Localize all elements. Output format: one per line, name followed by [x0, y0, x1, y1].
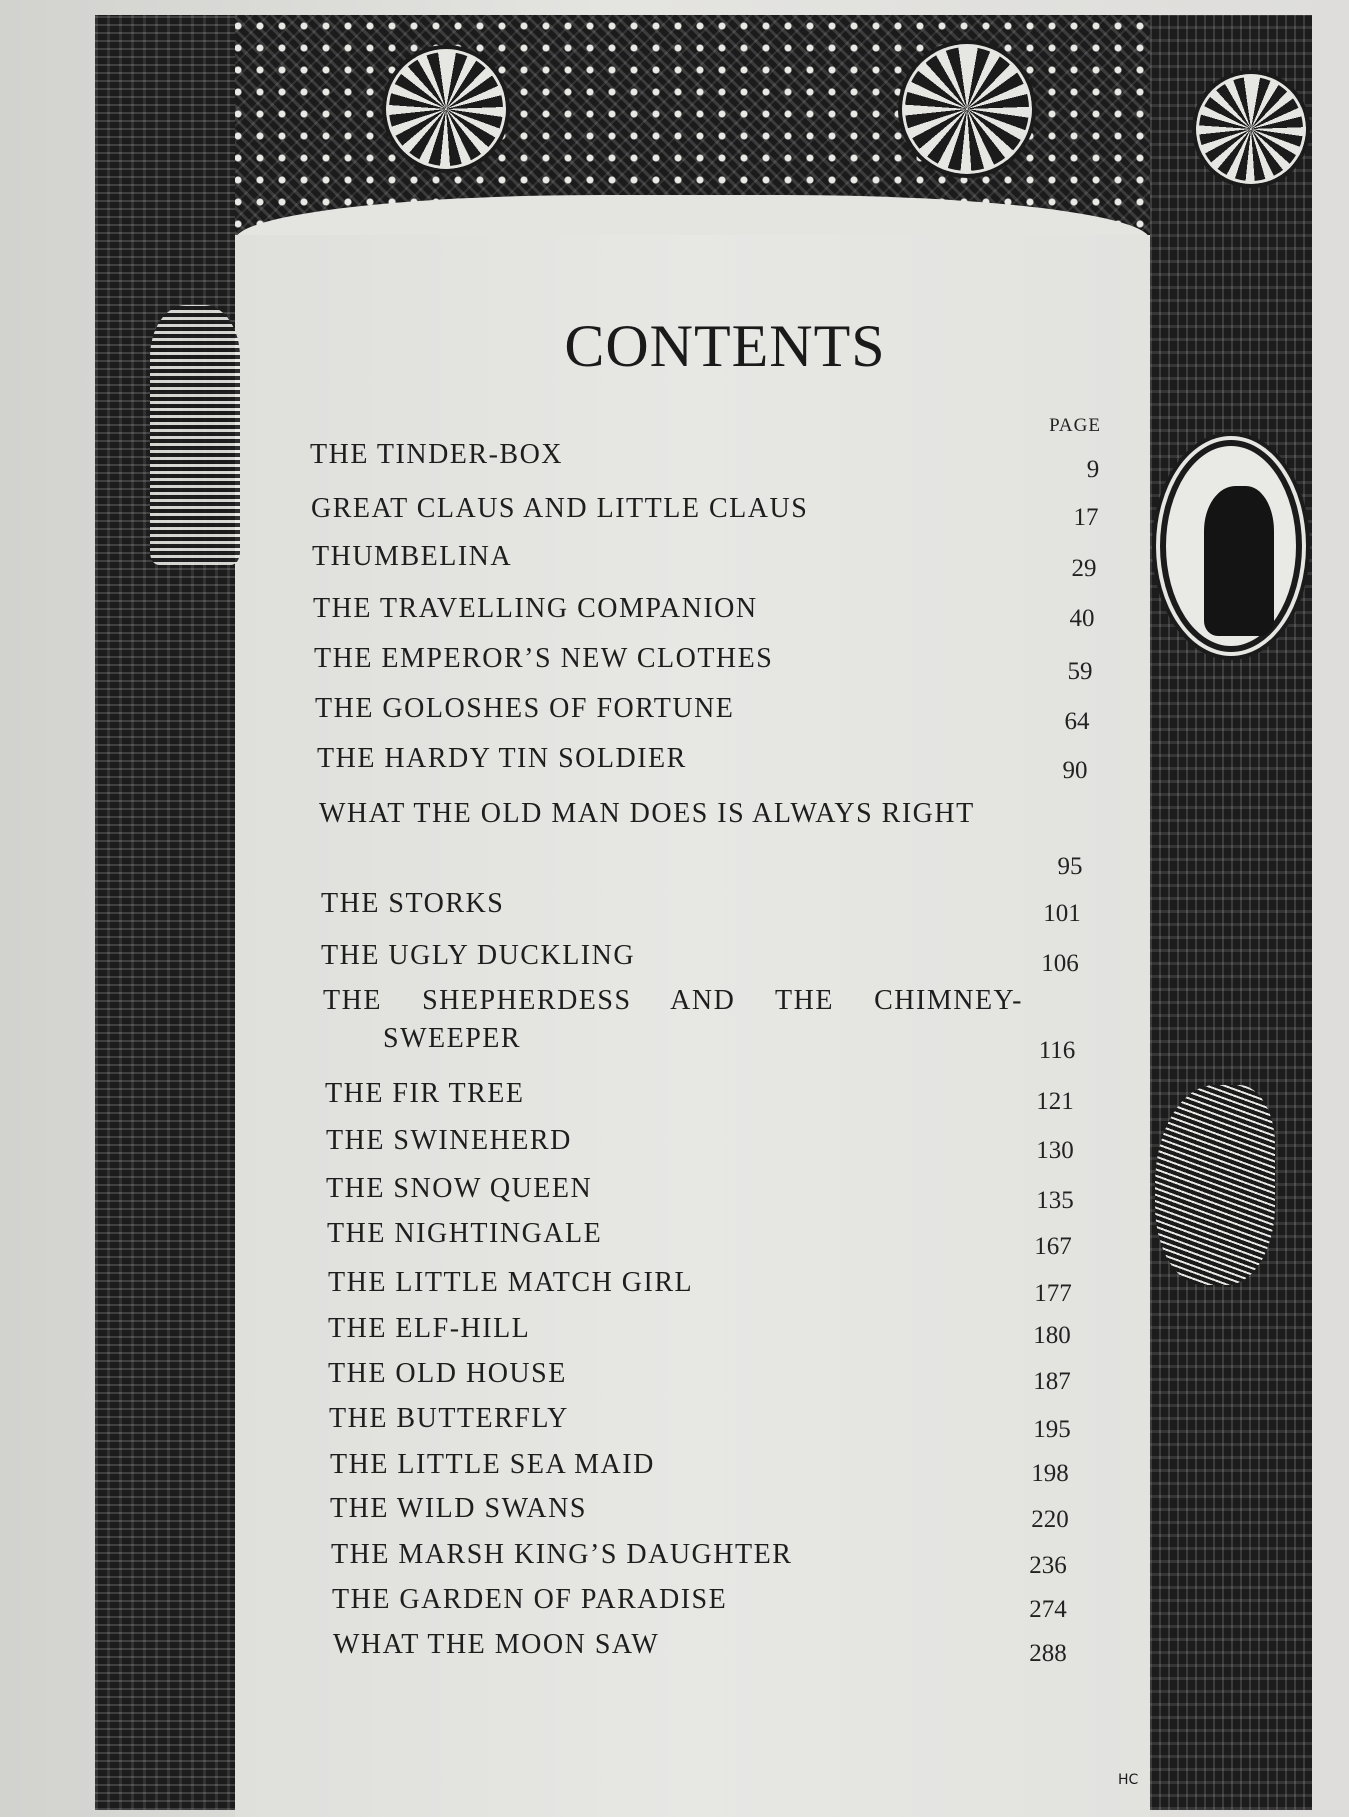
robed-figure-illustration — [150, 305, 240, 565]
toc-entry-title: THE TRAVELLING COMPANION — [313, 593, 758, 624]
toc-entry-page: 17 — [1073, 504, 1099, 531]
artist-monogram: HC — [1118, 1772, 1139, 1788]
toc-entry-page: 135 — [1036, 1187, 1074, 1214]
toc-entry-page: 130 — [1036, 1137, 1074, 1164]
toc-entry-title: THE UGLY DUCKLING — [321, 940, 636, 971]
toc-entry-title: WHAT THE OLD MAN DOES IS ALWAYS RIGHT — [319, 798, 975, 829]
bird-illustration — [1155, 1085, 1275, 1285]
toc-entry-page: 187 — [1033, 1368, 1071, 1395]
toc-entry-title: THE LITTLE SEA MAID — [330, 1449, 655, 1480]
toc-entry-title: THE BUTTERFLY — [329, 1403, 569, 1434]
toc-entry-title: THE ELF-HILL — [328, 1313, 531, 1344]
toc-entry-title: THE EMPEROR’S NEW CLOTHES — [314, 643, 774, 674]
toc-entry-page: 180 — [1033, 1322, 1071, 1349]
toc-entry-title: THE MARSH KING’S DAUGHTER — [331, 1539, 793, 1570]
toc-entry-title: THE HARDY TIN SOLDIER — [317, 743, 687, 774]
ornamental-border-right — [1150, 15, 1312, 1810]
toc-entry-title: THUMBELINA — [312, 541, 513, 572]
toc-entry-title: THE GOLOSHES OF FORTUNE — [315, 693, 735, 724]
ornamental-border-left — [95, 15, 235, 1810]
toc-entry-page: 106 — [1041, 950, 1079, 977]
toc-entry-title: THE LITTLE MATCH GIRL — [328, 1267, 694, 1298]
toc-entry-page: 29 — [1071, 555, 1097, 582]
page-column-heading: PAGE — [1049, 415, 1101, 436]
toc-entry-title: THE STORKS — [321, 888, 505, 919]
toc-entry-page: 101 — [1043, 900, 1081, 927]
toc-entry-title: WHAT THE MOON SAW — [333, 1629, 660, 1660]
toc-entry-page: 220 — [1031, 1506, 1069, 1533]
toc-entry-page: 121 — [1036, 1088, 1074, 1115]
toc-entry-page: 116 — [1038, 1037, 1076, 1064]
toc-entry-title: THE SHEPHERDESS AND THE CHIMNEY-SWEEPER — [323, 985, 1023, 1054]
toc-entry-title: THE SNOW QUEEN — [326, 1173, 593, 1204]
toc-entry-page: 90 — [1062, 757, 1088, 784]
toc-entry-page: 59 — [1067, 658, 1093, 685]
toc-entry-title: THE TINDER-BOX — [310, 439, 564, 470]
toc-entry-page: 95 — [1057, 853, 1083, 880]
toc-entry-page: 236 — [1029, 1552, 1067, 1579]
toc-entry-page: 9 — [1086, 456, 1100, 483]
toc-entry-page: 198 — [1031, 1460, 1069, 1487]
toc-entry-page: 64 — [1064, 708, 1090, 735]
toc-entry-title: THE WILD SWANS — [330, 1493, 587, 1524]
page-title: CONTENTS — [564, 313, 886, 379]
toc-entry-title: THE GARDEN OF PARADISE — [332, 1584, 728, 1615]
toc-entry-page: 177 — [1034, 1280, 1072, 1307]
rosette-ornament — [1192, 70, 1310, 188]
toc-entry-page: 40 — [1069, 605, 1095, 632]
toc-entry-title: THE SWINEHERD — [326, 1125, 572, 1156]
toc-entry-title: GREAT CLAUS AND LITTLE CLAUS — [311, 493, 809, 524]
toc-entry-page: 167 — [1034, 1233, 1072, 1260]
toc-entry-title: THE OLD HOUSE — [328, 1358, 567, 1389]
toc-entry-page: 274 — [1029, 1596, 1067, 1623]
toc-entry-title: THE FIR TREE — [325, 1078, 525, 1109]
toc-entry-page: 288 — [1029, 1640, 1067, 1667]
toc-entry-title: THE NIGHTINGALE — [327, 1218, 603, 1249]
portrait-medallion — [1160, 440, 1302, 652]
silhouette-portrait — [1204, 486, 1274, 636]
toc-entry-page: 195 — [1033, 1416, 1071, 1443]
